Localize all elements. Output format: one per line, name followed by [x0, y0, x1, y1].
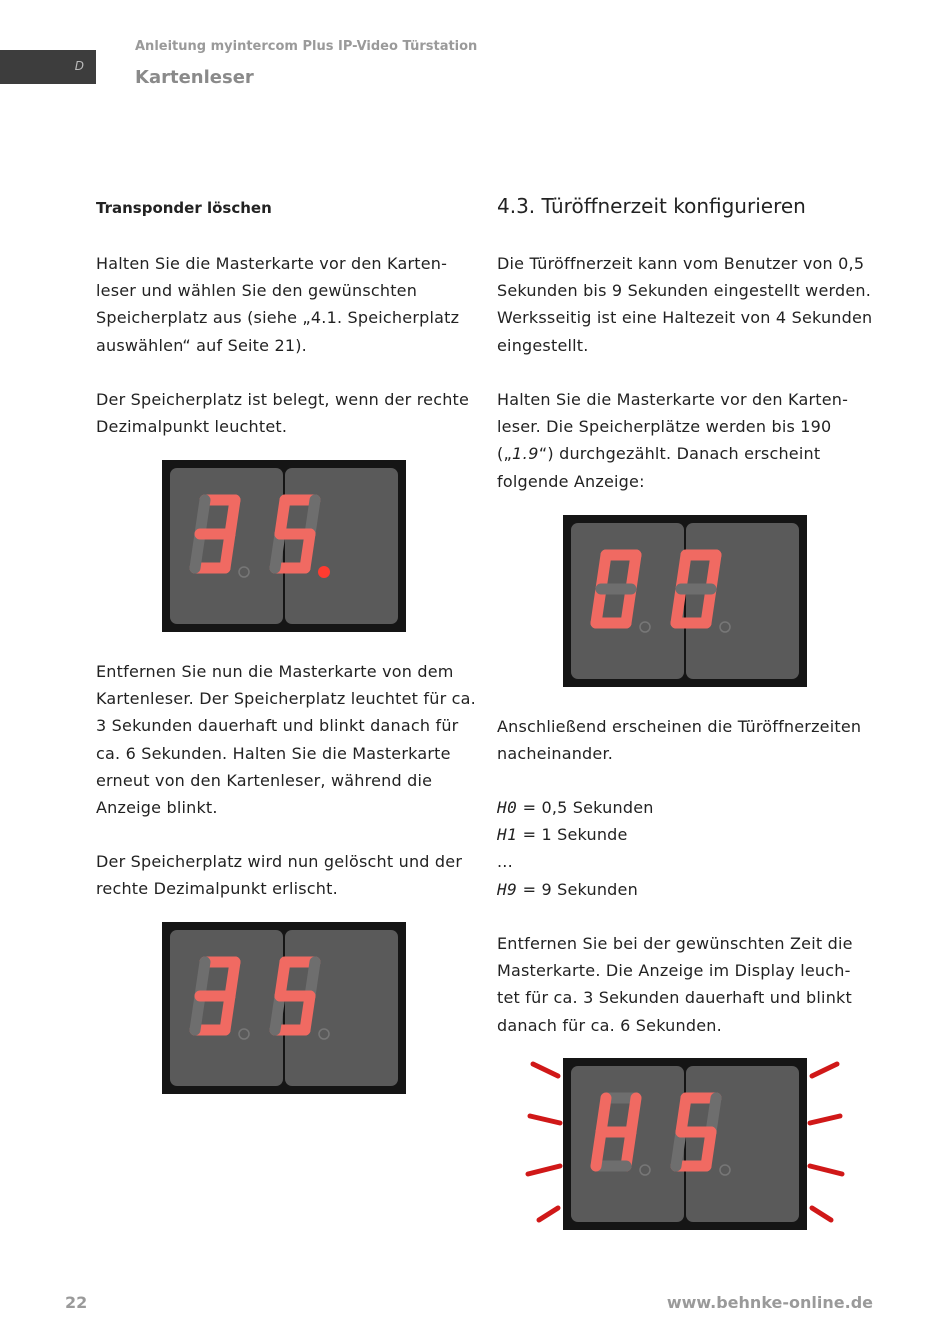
decimal-point [318, 566, 330, 578]
text-line: Halten Sie die Masterkarte vor den Karten- [497, 390, 849, 409]
segment-code: H9 [497, 879, 518, 899]
text-line [497, 440, 877, 467]
section-heading-4-3: 4.3. Türöffnerzeit konfigurieren [497, 194, 806, 218]
code-line-ellipsis [497, 848, 877, 875]
text-line: folgende Anzeige: [497, 471, 645, 491]
paragraph-left-4 [96, 848, 476, 902]
text-line: Anschließend erscheinen die Türöffnerzeiten [497, 717, 862, 736]
display-body [563, 515, 807, 687]
quote-open: („ [497, 444, 512, 464]
website-url: www.behnke-online.de [666, 1293, 873, 1312]
paragraph-left-3 [96, 658, 476, 821]
text-line: Sekunden bis 9 Sekunden eingestellt werden. [497, 281, 872, 301]
seven-segment-display-35 [162, 922, 406, 1094]
paragraph-left-1 [96, 250, 476, 359]
text-line: Masterkarte. Die Anzeige im Display leuch- [497, 961, 851, 981]
text-rest: “) durchgezählt. Danach erscheint [538, 444, 821, 464]
segment-code-1-9: 1.9 [511, 444, 539, 464]
document-title: Anleitung myintercom Plus IP-Video Türstation [135, 39, 478, 54]
page-number: 22 [65, 1293, 88, 1312]
language-tab [0, 50, 96, 84]
paragraph-right-3 [497, 713, 877, 767]
text-line: leser. Die Speicherplätze werden bis 190 [497, 417, 832, 437]
door-time-code-list [497, 794, 877, 903]
paragraph-right-2 [497, 386, 877, 495]
display-body [162, 460, 406, 632]
text-line: Kartenleser. Der Speicherplatz leuchtet für ca. [96, 689, 476, 709]
text-line: erneut von den Kartenleser, während die [96, 770, 433, 790]
paragraph-left-2 [96, 386, 476, 440]
blink-ray [533, 1064, 558, 1076]
code-text: ... [497, 852, 513, 872]
text-line: Die Türöffnerzeit kann vom Benutzer von 0,5 [497, 254, 865, 273]
paragraph-right-1 [497, 250, 877, 359]
code-line-h0 [497, 794, 877, 821]
blink-ray [810, 1166, 842, 1174]
text-line: leser und wählen Sie den gewünschten [96, 281, 418, 301]
seven-segment-display-00 [563, 515, 807, 687]
text-line: Werksseitig ist eine Haltezeit von 4 Sekunden [497, 308, 873, 328]
text-line: eingestellt. [497, 335, 589, 355]
segment-code: H1 [497, 825, 518, 845]
code-line-h1 [497, 821, 877, 848]
text-line: Entfernen Sie nun die Masterkarte von dem [96, 662, 454, 681]
seven-segment-display-35-dot [162, 460, 406, 632]
text-line: Der Speicherplatz ist belegt, wenn der rechte [96, 390, 470, 409]
blink-ray [530, 1116, 560, 1123]
display-body [563, 1058, 807, 1230]
text-line: danach für ca. 6 Sekunden. [497, 1015, 722, 1035]
code-text: = 0,5 Sekunden [522, 798, 654, 817]
seven-segment-display-h5-blinking [525, 1058, 845, 1230]
code-text: = 1 Sekunde [522, 825, 628, 845]
subheading-transponder-loeschen: Transponder löschen [96, 199, 272, 217]
code-line-h9 [497, 876, 877, 903]
text-line: Speicherplatz aus (siehe „4.1. Speicherplatz [96, 308, 460, 328]
language-label: D [74, 59, 84, 73]
text-line: Halten Sie die Masterkarte vor den Karten- [96, 254, 448, 273]
text-line: 3 Sekunden dauerhaft und blinkt danach für [96, 716, 459, 736]
blink-ray [528, 1166, 560, 1174]
display-body [162, 922, 406, 1094]
digit-panel [686, 1066, 799, 1222]
blink-ray [812, 1208, 831, 1220]
paragraph-right-4 [497, 930, 877, 1039]
segment-code: H0 [497, 798, 518, 817]
text-line: Entfernen Sie bei der gewünschten Zeit die [497, 934, 853, 953]
blink-ray [812, 1064, 837, 1076]
blink-ray [810, 1116, 840, 1123]
text-line: ca. 6 Sekunden. Halten Sie die Masterkarte [96, 743, 451, 763]
text-line: Der Speicherplatz wird nun gelöscht und der [96, 852, 463, 871]
digit-panel [285, 930, 398, 1086]
text-line: auswählen“ auf Seite 21). [96, 335, 307, 355]
blink-ray [539, 1208, 558, 1220]
code-text: = 9 Sekunden [522, 879, 638, 899]
digit-panel [285, 468, 398, 624]
text-line: tet für ca. 3 Sekunden dauerhaft und blinkt [497, 988, 852, 1008]
digit-panel [686, 523, 799, 679]
text-line: nacheinander. [497, 744, 614, 764]
text-line: Anzeige blinkt. [96, 798, 218, 818]
text-line: rechte Dezimalpunkt erlischt. [96, 879, 338, 899]
text-line: Dezimalpunkt leuchtet. [96, 417, 288, 437]
section-title: Kartenleser [135, 67, 254, 88]
